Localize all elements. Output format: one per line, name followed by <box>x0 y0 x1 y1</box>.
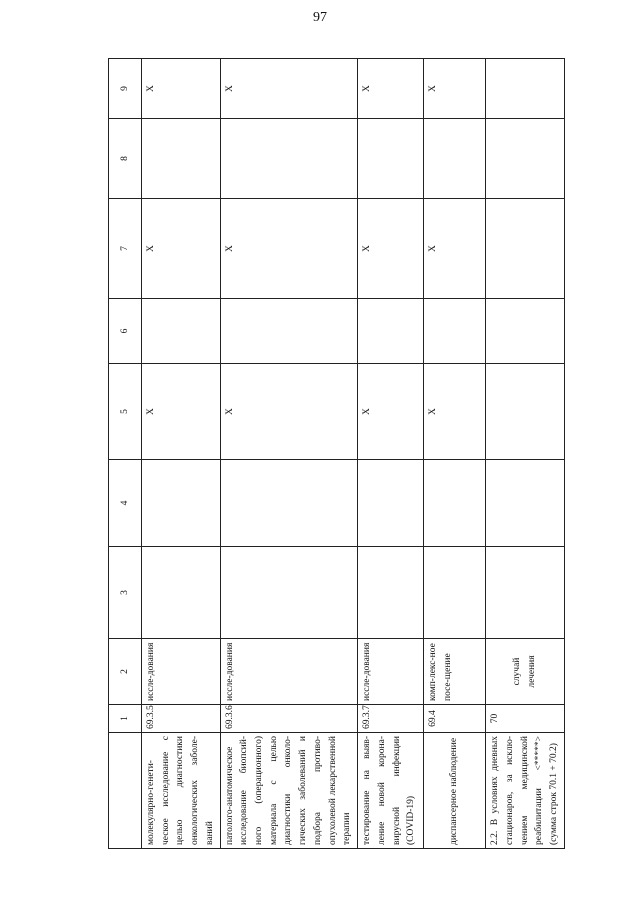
page-number: 97 <box>313 10 327 25</box>
table-cell <box>424 119 486 199</box>
table-cell <box>424 299 486 364</box>
table-cell <box>142 547 221 639</box>
row-unit: комп-лекс-ное посе-щение <box>424 639 486 705</box>
table-cell: X <box>142 364 221 460</box>
table-cell: X <box>142 59 221 119</box>
column-header: 6 <box>109 299 142 364</box>
row-unit: иссле-дования <box>142 639 221 705</box>
table-cell <box>220 119 357 199</box>
row-unit: иссле-дования <box>358 639 424 705</box>
column-header: 8 <box>109 119 142 199</box>
row-name: диспансерное наблюдение <box>424 733 486 849</box>
row-code: 69.4 <box>424 705 486 733</box>
row-code: 69.3.6 <box>220 705 357 733</box>
header-row <box>109 59 142 849</box>
table-cell <box>358 547 424 639</box>
column-header: 7 <box>109 199 142 299</box>
table-row <box>424 59 486 849</box>
table-cell <box>220 460 357 547</box>
column-header: 9 <box>109 59 142 119</box>
row-code: 70 <box>486 705 565 733</box>
table-cell <box>486 119 565 199</box>
column-header: 2 <box>109 639 142 705</box>
table-cell: X <box>424 59 486 119</box>
column-header: 3 <box>109 547 142 639</box>
table-cell <box>142 119 221 199</box>
table-cell <box>486 364 565 460</box>
row-name: тестирование на выяв-ление новой корона-вирусной инфекции (COVID-19) <box>358 733 424 849</box>
table-cell <box>486 199 565 299</box>
table-cell <box>220 299 357 364</box>
table-cell <box>358 119 424 199</box>
table-cell: X <box>142 199 221 299</box>
table-row <box>486 59 565 849</box>
table-cell: X <box>358 59 424 119</box>
row-name: молекулярно-генети-ческое исследование с целью диагностики онкологических заболе-ваний <box>142 733 221 849</box>
table-cell <box>486 547 565 639</box>
column-header-blank <box>109 733 142 849</box>
table-cell: X <box>220 199 357 299</box>
row-unit: иссле-дования <box>220 639 357 705</box>
column-header: 5 <box>109 364 142 460</box>
table-cell: X <box>220 59 357 119</box>
table-cell <box>486 460 565 547</box>
table-cell: X <box>424 364 486 460</box>
table-cell: X <box>220 364 357 460</box>
indicators-table <box>108 58 565 849</box>
column-header: 4 <box>109 460 142 547</box>
table-cell <box>142 460 221 547</box>
table-cell: X <box>358 199 424 299</box>
table-row <box>142 59 221 849</box>
row-name: 2.2. В условиях дневных стационаров, за исклю-чением медицинской реабилитации <*****> (сумма строк 70.1 + 70.2) <box>486 733 565 849</box>
table-row <box>358 59 424 849</box>
table-cell <box>486 59 565 119</box>
column-header: 1 <box>109 705 142 733</box>
table-cell: X <box>358 364 424 460</box>
table-cell <box>424 547 486 639</box>
row-code: 69.3.5 <box>142 705 221 733</box>
table-cell <box>486 299 565 364</box>
table-cell <box>220 547 357 639</box>
row-name: патолого-анатомическое исследование биопсий-ного (операционного) материала с целью диагностики онколо-гических заболеваний и подбора противо-опухолевой лекарственной терапии <box>220 733 357 849</box>
table-cell: X <box>424 199 486 299</box>
table-cell <box>358 299 424 364</box>
table-cell <box>142 299 221 364</box>
table-cell <box>358 460 424 547</box>
table-cell <box>424 460 486 547</box>
rotated-page <box>108 59 559 849</box>
row-code: 69.3.7 <box>358 705 424 733</box>
table-row <box>220 59 357 849</box>
row-unit: случай лечения <box>486 639 565 705</box>
